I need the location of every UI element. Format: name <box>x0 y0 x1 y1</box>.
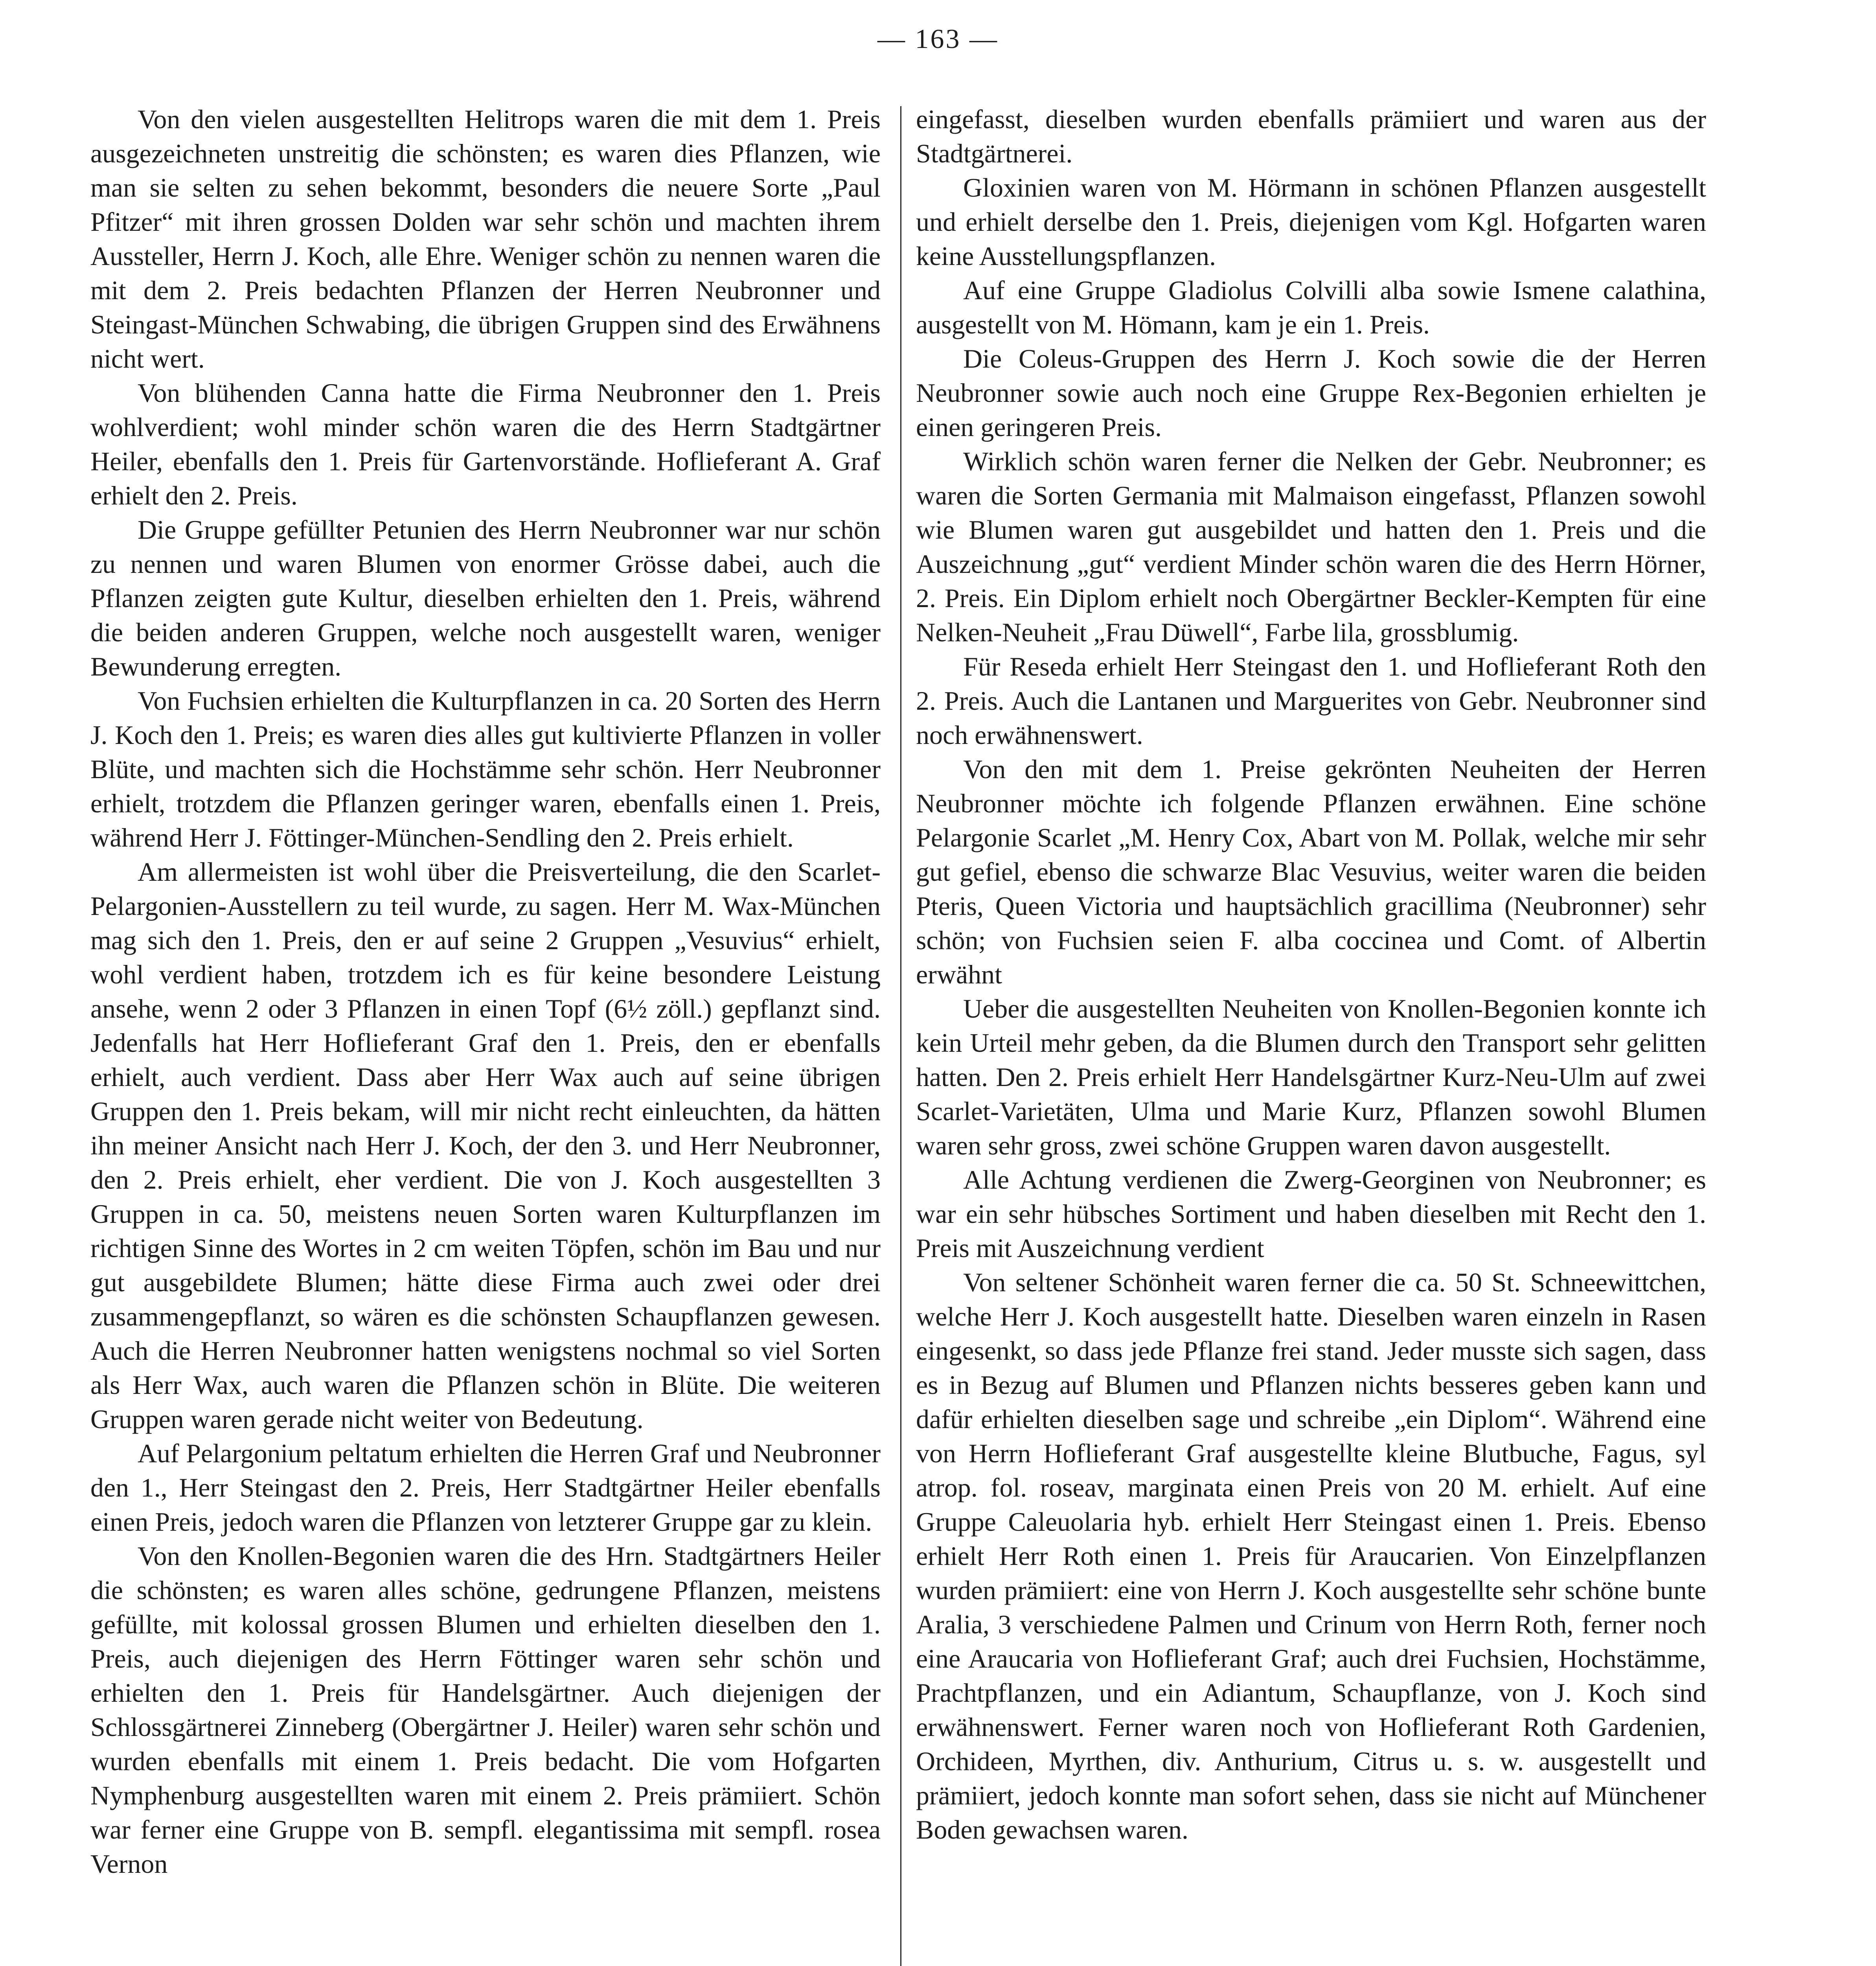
paragraph-fuchsien: Von Fuchsien erhielten die Kulturpflanzen in ca. 20 Sorten des Herrn J. Koch den 1. Preis; es waren dies alles gut kultivierte Pflanzen in voller Blüte, und machten sich die Hochstämme sehr schön. Herr Neubronner erhielt, trotzdem die Pflanzen geringer waren, ebenfalls einen 1. Preis, während Herr J. Föttinger-München-Sendling den 2. Preis erhielt. <box>90 686 881 852</box>
paragraph-gladiolus: Auf eine Gruppe Gladiolus Colvilli alba sowie Ismene calathina, ausgestellt von M. Hömann, kam je ein 1. Preis. <box>916 275 1706 339</box>
paragraph-knollen-begonien: Von den Knollen-Begonien waren die des Hrn. Stadtgärtners Heiler die schönsten; es waren alles schöne, gedrungene Pflanzen, meistens gefüllte, mit kolossal grossen Blumen und erhielten dieselben den 1. Preis, auch diejenigen des Herrn Föttinger waren sehr schön und erhielten den 1. Preis für Handelsgärtner. Auch diejenigen der Schlossgärtnerei Zinneberg (Obergärtner J. Heiler) waren sehr schön und wurden ebenfalls mit einem 1. Preis bedacht. Die vom Hofgarten Nymphenburg ausgestellten waren mit einem 2. Preis prämiiert. Schön war ferner eine Gruppe von B. sempfl. elegantissima mit sempfl. rosea Vernon <box>90 1541 881 1879</box>
paragraph-coleus: Die Coleus-Gruppen des Herrn J. Koch sowie die der Herren Neubronner sowie auch noch eine Gruppe Rex-Begonien erhielten je einen geringeren Preis. <box>916 344 1706 442</box>
left-column <box>90 102 881 1881</box>
paragraph-canna: Von blühenden Canna hatte die Firma Neubronner den 1. Preis wohlverdient; wohl minder schön waren die des Herrn Stadtgärtner Heiler, ebenfalls den 1. Preis für Gartenvorstände. Hoflieferant A. Graf erhielt den 2. Preis. <box>90 378 881 510</box>
page-number: — 163 — <box>877 24 999 54</box>
paragraph-reseda: Für Reseda erhielt Herr Steingast den 1. und Hoflieferant Roth den 2. Preis. Auch die Lantanen und Marguerites von Gebr. Neubronner sind noch erwähnenswert. <box>916 652 1706 750</box>
paragraph-schneewittchen: Von seltener Schönheit waren ferner die ca. 50 St. Schneewittchen, welche Herr J. Koch ausgestellt hatte. Dieselben waren einzeln in Rasen eingesenkt, so dass jede Pflanze frei stand. Jeder musste sich sagen, dass es in Bezug auf Blumen und Pflanzen nichts besseres geben kann und dafür erhielten dieselben sage und schreibe „ein Diplom“. Während eine von Herrn Hoflieferant Graf ausgestellte kleine Blutbuche, Fagus, syl atrop. fol. roseav, marginata einen Preis von 20 M. erhielt. Auf eine Gruppe Caleuolaria hyb. erhielt Herr Steingast einen 1. Preis. Ebenso erhielt Herr Roth einen 1. Preis für Araucarien. Von Einzelpflanzen wurden prämiiert: eine von Herrn J. Koch ausgestellte sehr schöne bunte Aralia, 3 verschiedene Palmen und Crinum von Herrn Roth, ferner noch eine Araucaria von Hoflieferant Graf; auch drei Fuchsien, Hochstämme, Prachtpflanzen, und ein Adiantum, Schaupflanze, von J. Koch sind erwähnenswert. Ferner waren noch von Hoflieferant Roth Gardenien, Orchideen, Myrthen, div. Anthurium, Citrus u. s. w. ausgestellt und prämiiert, jedoch konnte man sofort sehen, dass sie nicht auf Münchener Boden gewachsen waren. <box>916 1267 1706 1845</box>
column-divider <box>900 106 901 1966</box>
paragraph-heliotrope: Von den vielen ausgestellten Helitrops waren die mit dem 1. Preis ausgezeichneten unstreitig die schönsten; es waren dies Pflanzen, wie man sie selten zu sehen bekommt, besonders die neuere Sorte „Paul Pfitzer“ mit ihren grossen Dolden war sehr schön und machten ihrem Aussteller, Herrn J. Koch, alle Ehre. Weniger schön zu nennen waren die mit dem 2. Preis bedachten Pflanzen der Herren Neubronner und Steingast-München Schwabing, die übrigen Gruppen sind des Erwähnens nicht wert. <box>90 104 881 374</box>
paragraph-nelken: Wirklich schön waren ferner die Nelken der Gebr. Neubronner; es waren die Sorten Germania mit Malmaison eingefasst, Pflanzen sowohl wie Blumen waren gut ausgebildet und hatten den 1. Preis und die Auszeichnung „gut“ verdient Minder schön waren die des Herrn Hörner, 2. Preis. Ein Diplom erhielt noch Obergärtner Beckler-Kempten für eine Nelken-Neuheit „Frau Düwell“, Farbe lila, grossblumig. <box>916 446 1706 647</box>
paragraph-gloxinien: Gloxinien waren von M. Hörmann in schönen Pflanzen ausgestellt und erhielt derselbe den 1. Preis, diejenigen vom Kgl. Hofgarten waren keine Ausstellungspflanzen. <box>916 173 1706 271</box>
paragraph-knollen-neuheiten: Ueber die ausgestellten Neuheiten von Knollen-Begonien konnte ich kein Urteil mehr geben, da die Blumen durch den Transport sehr gelitten hatten. Den 2. Preis erhielt Herr Handelsgärtner Kurz-Neu-Ulm auf zwei Scarlet-Varietäten, Ulma und Marie Kurz, Pflanzen sowohl Blumen waren sehr gross, zwei schöne Gruppen waren davon ausgestellt. <box>916 994 1706 1160</box>
paragraph-neuheiten: Von den mit dem 1. Preise gekrönten Neuheiten der Herren Neubronner möchte ich folgende Pflanzen erwähnen. Eine schöne Pelargonie Scarlet „M. Henry Cox, Abart von M. Pollak, welche mir sehr gut gefiel, ebenso die schwarze Blac Vesuvius, weiter waren die beiden Pteris, Queen Victoria und hauptsächlich gracillima (Neubronner) sehr schön; von Fuchsien seien F. alba coccinea und Comt. of Albertin erwähnt <box>916 754 1706 989</box>
paragraph-scarlet-pelargonien: Am allermeisten ist wohl über die Preisverteilung, die den Scarlet-Pelargonien-Ausstellern zu teil wurde, zu sagen. Herr M. Wax-München mag sich den 1. Preis, den er auf seine 2 Gruppen „Vesuvius“ erhielt, wohl verdient haben, trotzdem ich es für keine besondere Leistung ansehe, wenn 2 oder 3 Pflanzen in einen Topf (6½ zöll.) gepflanzt sind. Jedenfalls hat Herr Hoflieferant Graf den 1. Preis, den er ebenfalls erhielt, auch verdient. Dass aber Herr Wax auch auf seine übrigen Gruppen den 1. Preis bekam, will mir nicht recht einleuchten, da hätten ihn meiner Ansicht nach Herr J. Koch, der den 3. und Herr Neubronner, den 2. Preis erhielt, eher verdient. Die von J. Koch ausgestellten 3 Gruppen in ca. 50, meistens neuen Sorten waren Kulturpflanzen im richtigen Sinne des Wortes in 2 cm weiten Töpfen, schön im Bau und nur gut ausgebildete Blumen; hätte diese Firma auch zwei oder drei zusammengepflanzt, so wären es die schönsten Schaupflanzen gewesen. Auch die Herren Neubronner hatten wenigstens nochmal so viel Sorten als Herr Wax, auch waren die Pflanzen schön in Blüte. Die weiteren Gruppen waren gerade nicht weiter von Bedeutung. <box>90 857 881 1434</box>
paragraph-zwerg-georginen: Alle Achtung verdienen die Zwerg-Georginen von Neubronner; es war ein sehr hübsches Sortiment und haben dieselben mit Recht den 1. Preis mit Auszeichnung verdient <box>916 1165 1706 1263</box>
right-column <box>916 102 1706 1847</box>
paragraph-continuation: eingefasst, dieselben wurden ebenfalls prämiiert und waren aus der Stadtgärtnerei. <box>916 104 1706 168</box>
paragraph-pelargonium-peltatum: Auf Pelargonium peltatum erhielten die Herren Graf und Neubronner den 1., Herr Steingast den 2. Preis, Herr Stadtgärtner Heiler ebenfalls einen Preis, jedoch waren die Pflanzen von letzterer Gruppe gar zu klein. <box>90 1438 881 1537</box>
paragraph-petunien: Die Gruppe gefüllter Petunien des Herrn Neubronner war nur schön zu nennen und waren Blumen von enormer Grösse dabei, auch die Pflanzen zeigten gute Kultur, dieselben erhielten den 1. Preis, während die beiden anderen Gruppen, welche noch ausgestellt waren, weniger Bewunderung erregten. <box>90 515 881 681</box>
